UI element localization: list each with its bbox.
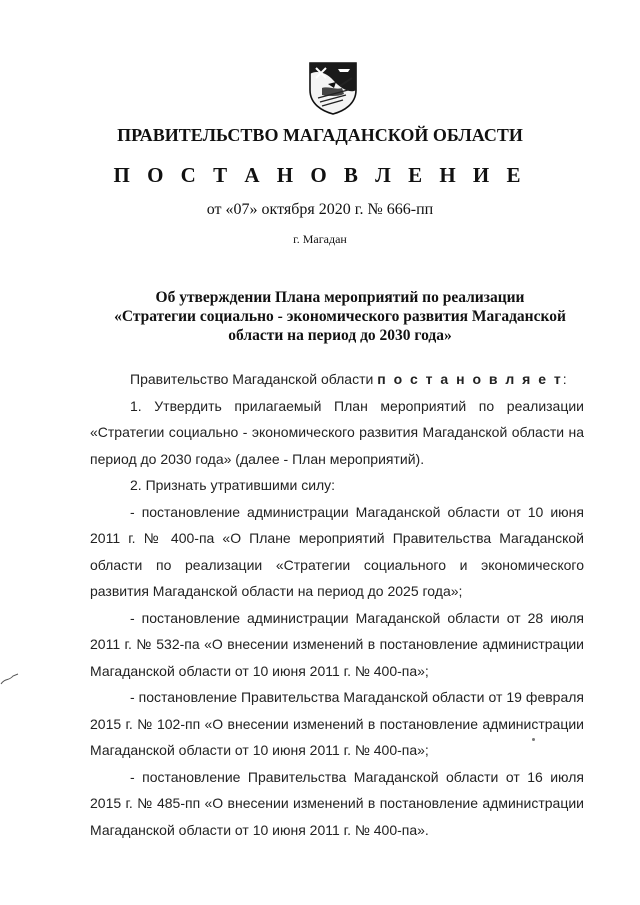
organization-title: ПРАВИТЕЛЬСТВО МАГАДАНСКОЙ ОБЛАСТИ	[117, 125, 523, 145]
paragraph-3-line: 2011 г. № 400-па «О Плане мероприятий Правительства Магаданской	[90, 530, 584, 546]
paragraph-6-line: 2015 г. № 485-пп «О внесении изменений в постановление администрации	[90, 795, 584, 811]
document-subject	[90, 288, 590, 345]
paragraph-4-line: 2011 г. № 532-па «О внесении изменений в постановление администрации	[90, 636, 584, 652]
paragraph-5-line: 2015 г. № 102-пп «О внесении изменений в постановление администрации	[90, 715, 584, 732]
paragraph-1-line: период до 2030 года» (далее - План мероприятий).	[90, 450, 425, 467]
paragraph-6-line: Магаданской области от 10 июня 2011 г. № 400-па».	[90, 821, 429, 838]
paragraph-3-line: области по реализации «Стратегии социального и экономического	[90, 556, 584, 573]
paragraph-3-line: развития Магаданской области на период до 2025 года»;	[90, 583, 463, 599]
document-city: г. Магадан	[293, 232, 347, 246]
paragraph-4-line: Магаданской области от 10 июня 2011 г. № 400-па»;	[90, 662, 429, 679]
paragraph-6-line: - постановление Правительства Магаданской области от 16 июля	[130, 768, 584, 785]
resolution-intro	[90, 366, 584, 393]
intro-suffix: :	[562, 371, 567, 387]
paragraph-1-line: «Стратегии социально - экономического развития Магаданской области на	[90, 424, 584, 440]
document-date-number: от «07» октября 2020 г. № 666-пп	[206, 201, 434, 218]
scan-speck	[532, 738, 535, 741]
subject-line: области на период до 2030 года»	[228, 327, 452, 344]
intro-resolves: п о с т а н о в л я е т	[377, 371, 563, 387]
subject-line: «Стратегии социально - экономического развития Магаданской	[114, 308, 566, 325]
subject-line: Об утверждении Плана мероприятий по реализации	[155, 289, 525, 306]
paragraph-4-line: - постановление администрации Магаданской области от 28 июля	[130, 609, 584, 626]
document-body	[90, 366, 584, 843]
margin-mark	[0, 672, 20, 686]
paragraph-5-line: - постановление Правительства Магаданской области от 19 февраля	[130, 689, 584, 705]
paragraph-2: 2. Признать утратившими силу:	[130, 477, 336, 493]
intro-prefix: Правительство Магаданской области	[130, 371, 378, 387]
paragraph-5-line: Магаданской области от 10 июня 2011 г. № 400-па»;	[90, 742, 429, 758]
paragraph-1-line: 1. Утвердить прилагаемый План мероприятий по реализации	[130, 397, 584, 414]
coat-of-arms-icon	[306, 60, 360, 116]
document-type: П О С Т А Н О В Л Е Н И Е	[113, 163, 527, 187]
paragraph-3-line: - постановление администрации Магаданской области от 10 июня	[130, 503, 584, 520]
